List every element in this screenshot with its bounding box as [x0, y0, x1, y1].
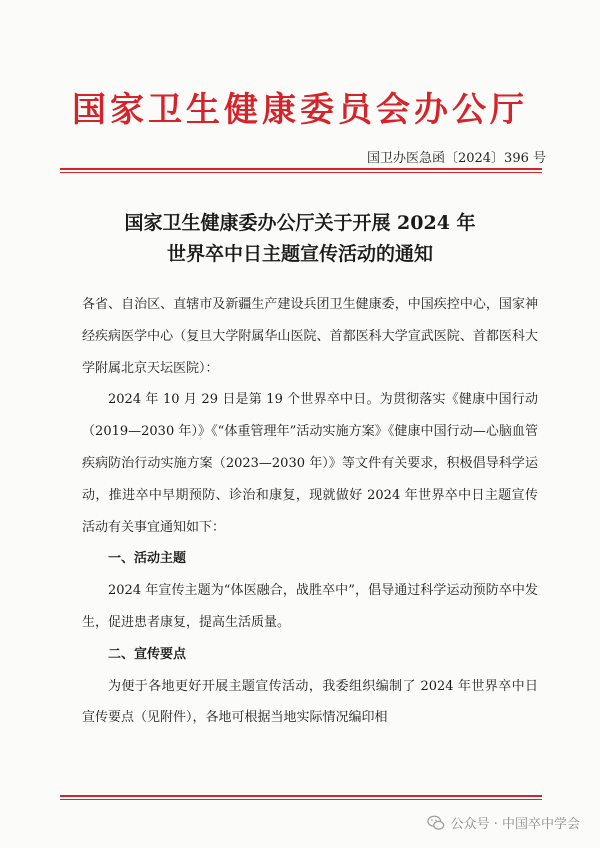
red-rule-top [60, 168, 542, 170]
title-line-1: 国家卫生健康委办公厅关于开展 2024 年 [124, 212, 476, 234]
red-rule-bottom-thin [60, 799, 542, 800]
paragraph-3: 为便于各地更好开展主题宣传活动，我委组织编制了 2024 年世界卒中日宣传要点（见附件），各地可根据当地实际情况编印相 [82, 678, 538, 726]
organization-header: 国家卫生健康委员会办公厅 [72, 90, 528, 130]
watermark [427, 813, 580, 832]
paragraph-2: 2024 年宣传主题为“体医融合，战胜卒中”，倡导通过科学运动预防卒中发生，促进患者康复，提高生活质量。 [82, 583, 538, 630]
section-heading-2: 二、宣传要点 [108, 646, 187, 662]
addressee: 各省、自治区、直辖市及新疆生产建设兵团卫生健康委，中国疾控中心，国家神经疾病医学中心（复旦大学附属华山医院、首都医科大学宣武医院、首都医科大学附属北京天坛医院）： [82, 297, 538, 376]
title-line-2: 世界卒中日主题宣传活动的通知 [166, 243, 433, 265]
document-body [82, 289, 538, 734]
section-heading-1: 一、活动主题 [108, 551, 187, 567]
wechat-icon [427, 814, 445, 832]
paragraph-1: 2024 年 10 月 29 日是第 19 个世界卒中日。为贯彻落实《健康中国行动（2019—2030 年）》《“体重管理年”活动实施方案》《健康中国行动—心脑血管疾病防治行动实施方案（2023—2030 年）》等文件有关要求，积极倡导科学运动，推进卒中早期预防、诊治和康复，现就做好 2024 年世界卒中日主题宣传活动有关事宜通知如下： [82, 392, 538, 535]
watermark-text: 公众号 · 中国卒中学会 [450, 817, 580, 832]
red-rule-top-thin [60, 172, 542, 173]
red-rule-bottom [60, 795, 542, 797]
document-title [0, 208, 600, 270]
document-number: 国卫办医急函〔2024〕396 号 [366, 151, 546, 166]
